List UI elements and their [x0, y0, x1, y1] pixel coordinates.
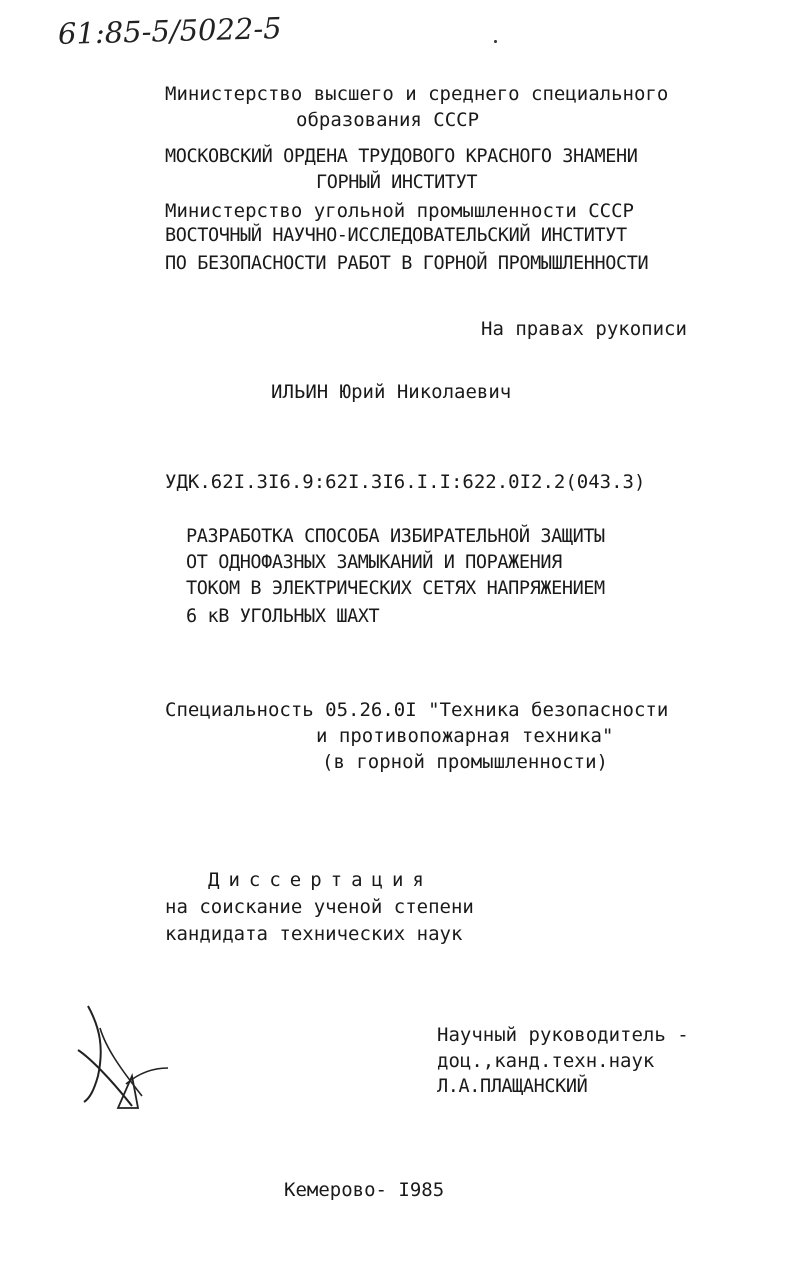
udc-code: УДК.62I.3I6.9:62I.3I6.I.I:622.0I2.2(043.3) — [165, 471, 646, 493]
city-year: Кемерово- I985 — [284, 1179, 445, 1201]
signature-mark — [70, 998, 180, 1118]
speck — [494, 40, 497, 43]
institute-1-line1: МОСКОВСКИЙ ОРДЕНА ТРУДОВОГО КРАСНОГО ЗНАМЕНИ — [165, 146, 638, 167]
institute-1-line2: ГОРНЫЙ ИНСТИТУТ — [316, 172, 478, 193]
specialty-line1: Специальность 05.26.0I "Техника безопасности — [165, 699, 669, 721]
ministry-2: Министерство угольной промышленности СССР — [165, 200, 634, 222]
title-line1: РАЗРАБОТКА СПОСОБА ИЗБИРАТЕЛЬНОЙ ЗАЩИТЫ — [186, 526, 605, 547]
supervisor-degree: доц.,канд.техн.наук — [437, 1050, 655, 1072]
institute-2-line1: ВОСТОЧНЫЙ НАУЧНО-ИССЛЕДОВАТЕЛЬСКИЙ ИНСТИТУТ — [165, 225, 627, 246]
specialty-line3: (в горной промышленности) — [322, 751, 608, 773]
supervisor-label: Научный руководитель - — [437, 1024, 689, 1046]
ministry-1-line1: Министерство высшего и среднего специального — [165, 83, 669, 105]
supervisor-name: Л.А.ПЛАЩАНСКИЙ — [437, 1076, 588, 1097]
dissertation-line2: на соискание ученой степени — [165, 896, 474, 918]
specialty-line2: и противопожарная техника" — [316, 725, 614, 747]
title-line2: ОТ ОДНОФАЗНЫХ ЗАМЫКАНИЙ И ПОРАЖЕНИЯ — [186, 552, 562, 573]
title-line4: 6 кВ УГОЛЬНЫХ ШАХТ — [186, 606, 380, 627]
dissertation-line3: кандидата технических наук — [165, 923, 463, 945]
ministry-1-line2: образования СССР — [296, 109, 480, 131]
author-name: ИЛЬИН Юрий Николаевич — [271, 381, 512, 403]
archive-number: 61:85-5/5022-5 — [57, 11, 283, 51]
dissertation-heading: Диссертация — [208, 869, 433, 891]
manuscript-note: На правах рукописи — [481, 318, 687, 340]
institute-2-line2: ПО БЕЗОПАСНОСТИ РАБОТ В ГОРНОЙ ПРОМЫШЛЕННОСТИ — [165, 253, 649, 274]
title-line3: ТОКОМ В ЭЛЕКТРИЧЕСКИХ СЕТЯХ НАПРЯЖЕНИЕМ — [186, 578, 605, 599]
